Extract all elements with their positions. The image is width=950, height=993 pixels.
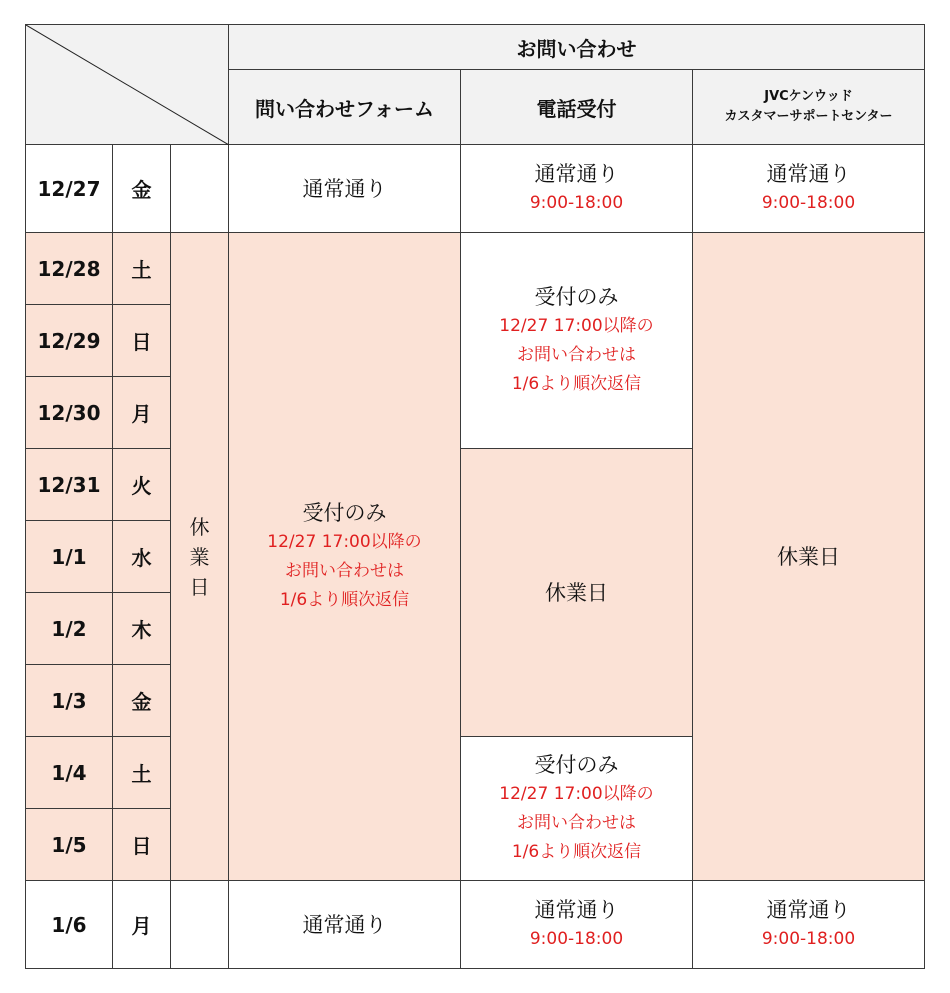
holiday-char: 休: [189, 514, 210, 539]
date-cell: 1/6: [26, 881, 113, 969]
date-cell: 12/31: [26, 449, 113, 521]
form-status: 通常通り: [302, 176, 387, 201]
date-cell: 1/5: [26, 809, 113, 881]
weekday-cell: 金: [113, 665, 171, 737]
support-header-line1: JVCケンウッド: [764, 89, 853, 104]
phone-reception-cell: [461, 233, 693, 449]
phone-reception-status: 受付のみ: [534, 285, 619, 309]
phone-reception-cell: [461, 737, 693, 881]
phone-status: 通常通り: [534, 162, 619, 186]
col-header-phone: 電話受付: [461, 70, 693, 145]
support-normal-cell: [693, 145, 925, 233]
holiday-schedule-table: [25, 24, 925, 969]
phone-normal-cell: [461, 881, 693, 969]
phone-reception-note: お問い合わせは: [517, 345, 636, 365]
col-header-form: 問い合わせフォーム: [229, 70, 461, 145]
phone-reception-note: 1/6より順次返信: [511, 842, 642, 862]
form-normal-cell: [229, 145, 461, 233]
date-cell: 12/29: [26, 305, 113, 377]
date-cell: 1/3: [26, 665, 113, 737]
phone-reception-status: 受付のみ: [534, 753, 619, 777]
phone-holiday-cell: [461, 449, 693, 737]
holiday-char: 日: [189, 574, 210, 599]
weekday-cell: 金: [113, 145, 171, 233]
empty-cell: [171, 881, 229, 969]
support-holiday-cell: [693, 233, 925, 881]
corner-diagonal-cell: [26, 25, 229, 145]
date-cell: 12/28: [26, 233, 113, 305]
phone-reception-note: 12/27 17:00以降の: [499, 316, 654, 336]
col-header-support: [693, 70, 925, 145]
date-cell: 12/27: [26, 145, 113, 233]
form-holiday-note: 12/27 17:00以降の: [267, 532, 422, 552]
date-cell: 1/4: [26, 737, 113, 809]
support-status: 通常通り: [766, 162, 851, 186]
weekday-cell: 水: [113, 521, 171, 593]
weekday-cell: 日: [113, 305, 171, 377]
phone-reception-note: お問い合わせは: [517, 813, 636, 833]
inquiry-header: お問い合わせ: [229, 25, 925, 70]
weekday-cell: 月: [113, 881, 171, 969]
phone-hours: 9:00-18:00: [529, 929, 624, 949]
weekday-cell: 月: [113, 377, 171, 449]
support-hours: 9:00-18:00: [761, 929, 856, 949]
form-holiday-status: 受付のみ: [302, 501, 387, 525]
form-normal-cell: [229, 881, 461, 969]
phone-reception-note: 1/6より順次返信: [511, 374, 642, 394]
phone-status: 通常通り: [534, 898, 619, 922]
diagonal-line: [26, 25, 229, 145]
empty-cell: [171, 145, 229, 233]
support-status: 通常通り: [766, 898, 851, 922]
weekday-cell: 火: [113, 449, 171, 521]
phone-reception-note: 12/27 17:00以降の: [499, 784, 654, 804]
phone-hours: 9:00-18:00: [529, 193, 624, 213]
holiday-vertical-cell: [171, 233, 229, 881]
date-cell: 1/2: [26, 593, 113, 665]
support-normal-cell: [693, 881, 925, 969]
weekday-cell: 日: [113, 809, 171, 881]
form-holiday-cell: [229, 233, 461, 881]
weekday-cell: 土: [113, 737, 171, 809]
form-holiday-note: 1/6より順次返信: [279, 590, 410, 610]
form-status: 通常通り: [302, 912, 387, 937]
form-holiday-note: お問い合わせは: [285, 561, 404, 581]
weekday-cell: 木: [113, 593, 171, 665]
phone-normal-cell: [461, 145, 693, 233]
holiday-char: 業: [189, 544, 210, 569]
date-cell: 12/30: [26, 377, 113, 449]
support-holiday-status: 休業日: [777, 544, 840, 569]
support-header-line2: カスタマーサポートセンター: [724, 109, 893, 124]
date-cell: 1/1: [26, 521, 113, 593]
phone-holiday-status: 休業日: [545, 580, 608, 605]
support-hours: 9:00-18:00: [761, 193, 856, 213]
weekday-cell: 土: [113, 233, 171, 305]
